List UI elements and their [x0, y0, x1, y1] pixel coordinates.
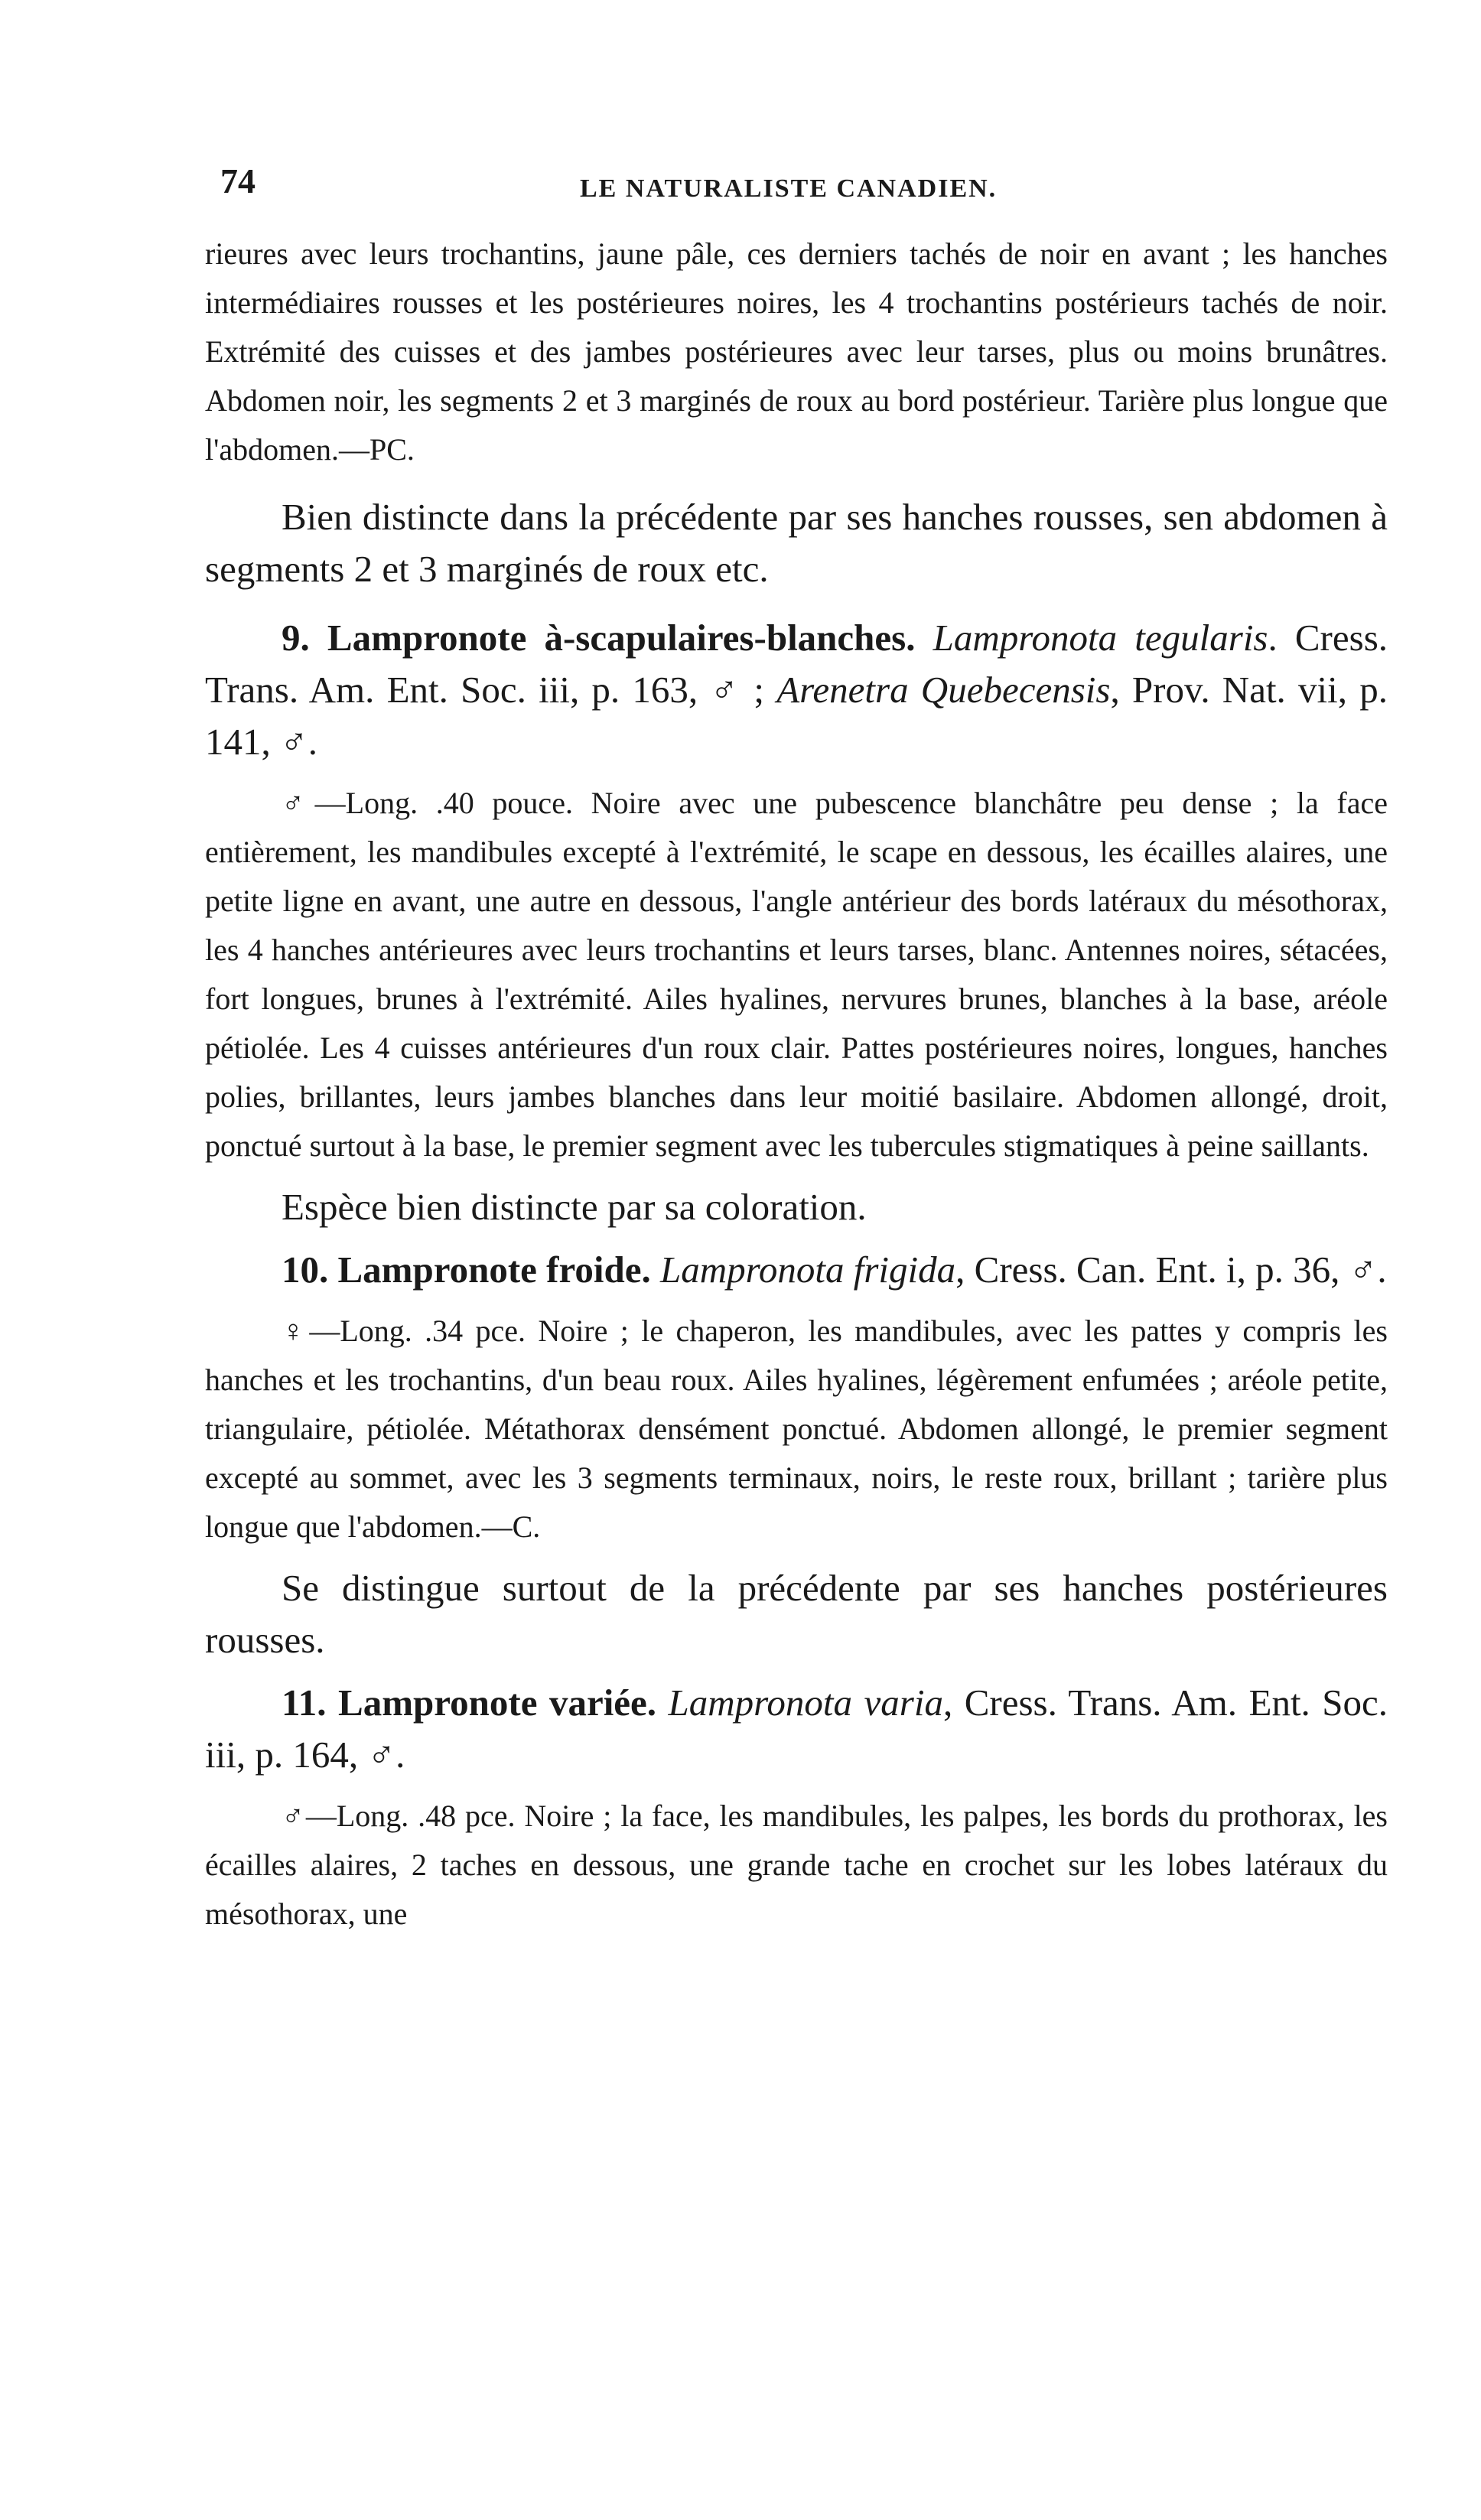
species-number: 9. — [282, 617, 310, 659]
species-heading-11 — [205, 1677, 1388, 1781]
species-remark-9: Espèce bien distincte par sa coloration. — [282, 1186, 867, 1228]
species-heading-9 — [205, 612, 1388, 768]
species-synonym-name: Arenetra Quebecensis — [776, 669, 1111, 711]
page — [205, 161, 1388, 1939]
species-synonym-reference: , Prov. Nat. vii, p. 141, ♂. — [205, 669, 1388, 763]
species-reference: , Cress. Can. Ent. i, p. 36, ♂. — [955, 1249, 1387, 1291]
paragraph-continued-description: rieures avec leurs trochantins, jaune pâle, ces derniers tachés de noir en avant ; les hanches intermédiaires rousses et les postérieures noires, les 4 trochantins postérieurs tachés de noir. Extrémité des cuisses et des jambes postérieures avec leur tarses, plus ou moins brunâtres. Abdomen noir, les segments 2 et 3 marginés de roux au bord postérieur. Tarière plus longue que l'abdomen.—PC. — [205, 236, 1388, 467]
species-description-9: ♂—Long. .40 pouce. Noire avec une pubescence blanchâtre peu dense ; la face entièrement, les mandibules excepté à l'extrémité, le scape en dessous, les écailles alaires, une petite ligne en avant, une autre en dessous, l'angle antérieur des bords latéraux du mésothorax, les 4 hanches antérieures avec leurs trochantins et leurs tarses, blanc. Antennes noires, sétacées, fort longues, brunes à l'extrémité. Ailes hyalines, nervures brunes, blanches à la base, aréole pétiolée. Les 4 cuisses antérieures d'un roux clair. Pattes postérieures noires, longues, hanches polies, brillantes, leurs jambes blanches dans leur moitié basilaire. Abdomen allongé, droit, ponctué surtout à la base, le premier segment avec les tubercules stigmatiques à peine saillants. — [205, 786, 1388, 1163]
species-number: 11. — [282, 1682, 327, 1724]
species-common-name: Lampronote à-scapulaires-blanches. — [327, 617, 916, 659]
page-header — [205, 161, 1388, 230]
species-description-10: ♀—Long. .34 pce. Noire ; le chaperon, les mandibules, avec les pattes y compris les hanches et les trochantins, d'un beau roux. Ailes hyalines, légèrement enfumées ; aréole petite, triangulaire, pétiolée. Métathorax densément ponctué. Abdomen allongé, le premier segment excepté au sommet, avec les 3 segments terminaux, noirs, le reste roux, brillant ; tarière plus longue que l'abdomen.—C. — [205, 1314, 1388, 1544]
running-title: LE NATURALISTE CANADIEN. — [580, 174, 998, 203]
species-latin-name: Lampronota varia — [668, 1682, 943, 1724]
paragraph-comparison: Bien distincte dans la précédente par ses hanches rousses, sen abdomen à segments 2 et 3 marginés de roux etc. — [205, 496, 1388, 590]
species-latin-name: Lampronota frigida — [659, 1249, 956, 1291]
species-reference: . Cress. Trans. Am. Ent. Soc. iii, p. 163, ♂ ; — [205, 617, 1388, 711]
page-number: 74 — [220, 161, 256, 200]
species-heading-10 — [205, 1244, 1388, 1296]
species-common-name: Lampronote froide. — [337, 1249, 651, 1291]
species-reference: , Cress. Trans. Am. Ent. Soc. iii, p. 164, ♂. — [205, 1682, 1388, 1776]
species-remark-10: Se distingue surtout de la précédente par ses hanches postérieures rousses. — [205, 1567, 1388, 1661]
species-common-name: Lampronote variée. — [338, 1682, 657, 1724]
species-number: 10. — [282, 1249, 329, 1291]
species-description-11: ♂—Long. .48 pce. Noire ; la face, les mandibules, les palpes, les bords du prothorax, les écailles alaires, 2 taches en dessous, une grande tache en crochet sur les lobes latéraux du mésothorax, une — [205, 1799, 1388, 1931]
species-latin-name: Lampronota tegularis — [933, 617, 1268, 659]
